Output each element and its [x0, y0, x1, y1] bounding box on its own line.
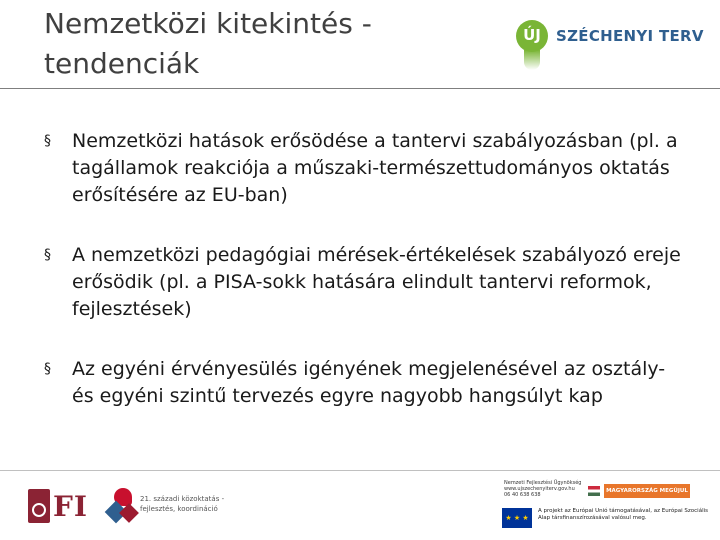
- footer-divider: [0, 470, 720, 471]
- bullet-marker-icon: §: [44, 361, 51, 377]
- ofi-logo-text: FI: [53, 489, 88, 523]
- contact-line: 06 40 638 638: [504, 492, 541, 498]
- bullet-text: A nemzetközi pedagógiai mérések-értékelések szabályozó ereje erősödik (pl. a PISA-sokk hatására elindult tantervi reformok, fejlesztések): [72, 244, 681, 320]
- uj-szechenyi-icon: [516, 20, 548, 52]
- contact-line: www.ujszechenyiterv.gov.hu: [504, 486, 575, 492]
- eu-funding-text: A projekt az Európai Unió támogatásával, az Európai Szociális Alap társfinanszírozásával valósul meg.: [538, 508, 708, 521]
- szechenyi-terv-logo: [516, 16, 704, 56]
- funding-footer: [498, 480, 714, 532]
- nfu-contact: [504, 480, 584, 498]
- slide-title: Nemzetközi kitekintés - tendenciák: [44, 7, 372, 80]
- contact-line: Nemzeti Fejlesztési Ügynökség: [504, 480, 582, 486]
- bullet-item: [44, 242, 684, 323]
- bullet-item: [44, 128, 684, 209]
- bullet-marker-icon: §: [44, 133, 51, 149]
- ofi-mark-icon: [28, 489, 50, 523]
- hungary-flag-icon: [588, 486, 600, 496]
- magyarorszag-megujul-badge: MAGYARORSZÁG MEGÚJUL: [604, 484, 690, 498]
- bullet-text: Az egyéni érvényesülés igényének megjelenésével az osztály- és egyéni szintű tervezés egyre nagyobb hangsúlyt kap: [72, 358, 666, 407]
- k21-logo: [104, 480, 244, 530]
- bullet-item: [44, 356, 684, 410]
- bullet-text: Nemzetközi hatások erősödése a tantervi szabályozásban (pl. a tagállamok reakciója a műszaki-természettudományos oktatás erősítésére az EU-ban): [72, 130, 678, 206]
- puzzle-icon: [108, 488, 136, 522]
- ofi-logo: [28, 486, 88, 526]
- bullet-list: [44, 128, 684, 443]
- eu-flag-icon: ★ ★ ★: [502, 508, 532, 528]
- szechenyi-terv-text: SZÉCHENYI TERV: [556, 27, 704, 45]
- uj-mark: ÚJ: [523, 26, 541, 44]
- title-divider: [0, 88, 720, 89]
- k21-logo-text: 21. századi közoktatás - fejlesztés, koordináció: [140, 495, 225, 513]
- bullet-marker-icon: §: [44, 247, 51, 263]
